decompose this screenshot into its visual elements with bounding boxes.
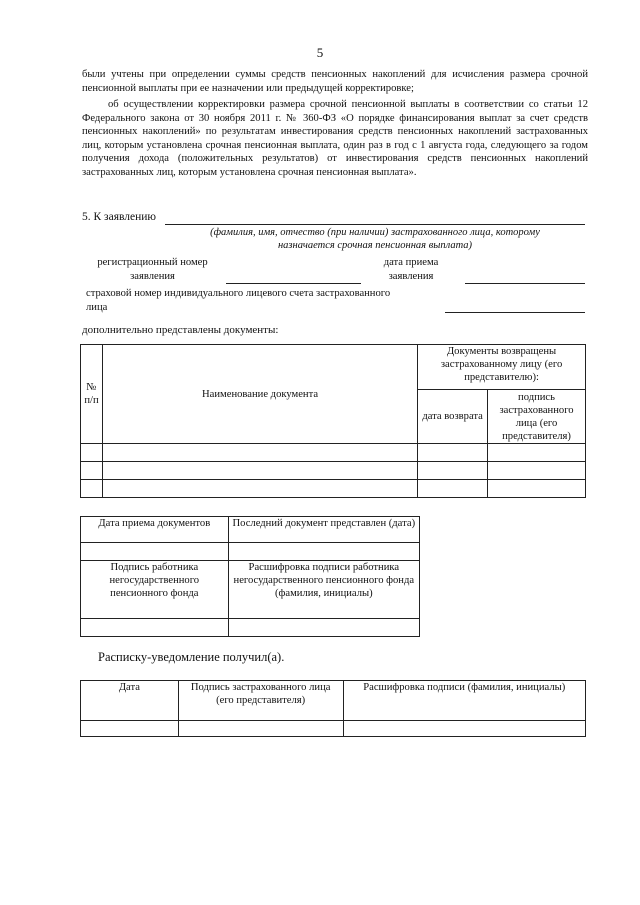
snils-line xyxy=(445,312,585,313)
section-5-label: 5. К заявлению xyxy=(82,211,157,223)
reg-number-label-1: регистрационный номер xyxy=(97,257,208,268)
cell[interactable] xyxy=(228,619,419,637)
receipt-date-label-1: дата приема xyxy=(383,257,439,268)
employee-sign-header: Подпись работника негосударственного пенсионного фонда xyxy=(81,561,229,619)
applicant-name-hint-1: (фамилия, имя, отчество (при наличии) застрахованного лица, которому xyxy=(210,227,540,238)
col-signature-header: подпись застрахованного лица (его представителя) xyxy=(488,390,586,444)
receipt-decode-header: Расшифровка подписи (фамилия, инициалы) xyxy=(343,681,585,721)
cell[interactable] xyxy=(81,619,229,637)
paragraph-2: об осуществлении корректировки размера срочной пенсионной выплаты в соответствии со статьи 12 Федерального закона от 30 ноября 2011 г. № 360-ФЗ «О порядке финансирования выплат за счет средств пенсионных накоплений» по результатам инвестирования средств пенсионных накоплений застрахованных лиц, которым установлена срочная пенсионная выплата, один раз в год с 1 августа года, следующего за годом получения дохода (положительных результатов) от инвестирования средств пенсионных накоплений застрахованных лиц, которым установлена срочная пенсионная выплата». xyxy=(82,99,588,178)
cell[interactable] xyxy=(81,543,229,561)
cell[interactable] xyxy=(81,444,103,462)
cell[interactable] xyxy=(81,462,103,480)
snils-label-1: страховой номер индивидуального лицевого счета застрахованного xyxy=(86,288,391,299)
page-number: 5 xyxy=(316,45,324,60)
cell[interactable] xyxy=(343,721,585,737)
cell[interactable] xyxy=(81,721,179,737)
last-doc-header: Последний документ представлен (дата) xyxy=(228,517,419,543)
employee-decode-header: Расшифровка подписи работника негосударственного пенсионного фонда (фамилия, инициалы) xyxy=(228,561,419,619)
cell[interactable] xyxy=(488,462,586,480)
acceptance-date-header: Дата приема документов xyxy=(81,517,229,543)
col-name-header: Наименование документа xyxy=(102,345,417,444)
cell[interactable] xyxy=(488,480,586,498)
applicant-name-line xyxy=(165,224,585,225)
cell[interactable] xyxy=(178,721,343,737)
receipt-date-header: Дата xyxy=(81,681,179,721)
receipt-date-line xyxy=(465,283,585,284)
receipt-title: Расписку-уведомление получил(а). xyxy=(98,650,285,664)
cell[interactable] xyxy=(102,462,417,480)
acceptance-table xyxy=(80,516,420,637)
cell[interactable] xyxy=(102,480,417,498)
receipt-table xyxy=(80,680,586,737)
cell[interactable] xyxy=(418,462,488,480)
cell[interactable] xyxy=(418,480,488,498)
col-returned-header: Документы возвращены застрахованному лицу (его представителю): xyxy=(418,345,586,390)
receipt-date-label-2: заявления xyxy=(388,271,434,282)
documents-table xyxy=(80,344,586,498)
paragraph-1: были учтены при определении суммы средств пенсионных накоплений для исчисления размера срочной пенсионной выплаты при ее назначении или предыдущей корректировке; xyxy=(82,69,588,94)
reg-number-line xyxy=(226,283,361,284)
receipt-sign-header: Подпись застрахованного лица (его представителя) xyxy=(178,681,343,721)
cell[interactable] xyxy=(488,444,586,462)
reg-number-label-2: заявления xyxy=(130,271,175,282)
cell[interactable] xyxy=(81,480,103,498)
cell[interactable] xyxy=(102,444,417,462)
col-return-date-header: дата возврата xyxy=(418,390,488,444)
additional-docs-label: дополнительно представлены документы: xyxy=(82,324,279,336)
snils-label-2: лица xyxy=(86,302,108,313)
applicant-name-hint-2: назначается срочная пенсионная выплата) xyxy=(277,240,473,251)
table-row xyxy=(81,462,586,480)
table-row xyxy=(81,444,586,462)
table-row xyxy=(81,480,586,498)
cell[interactable] xyxy=(418,444,488,462)
col-num-header: № п/п xyxy=(81,345,103,444)
cell[interactable] xyxy=(228,543,419,561)
